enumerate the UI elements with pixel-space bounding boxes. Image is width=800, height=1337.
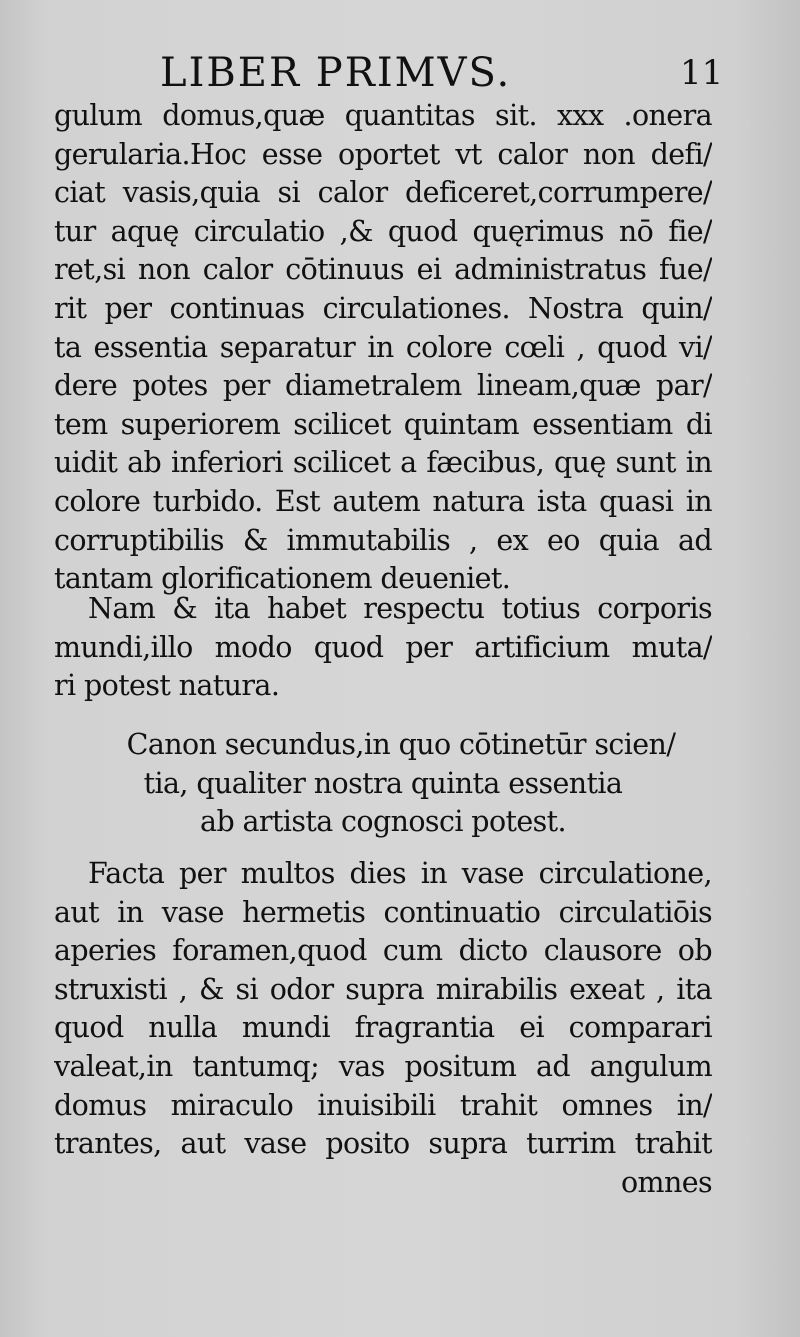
text-line: tur aquę circulatio ,& quod quęrimus nō fie/ — [54, 214, 712, 248]
running-title: LIBER PRIMVS. — [160, 50, 512, 96]
text-line: tem superiorem scilicet quintam essentiam di — [54, 407, 712, 441]
heading-line: ab artista cognosci potest. — [200, 805, 566, 839]
text-line: gulum domus,quæ quantitas sit. xxx .onera — [54, 99, 712, 132]
text-line: valeat,in tantumq; vas positum ad angulum — [54, 1049, 712, 1083]
text-line: aut in vase hermetis continuatio circulatiōis — [54, 895, 712, 929]
heading-line: Canon secundus,in quo cōtinetūr scien/ — [126, 728, 676, 761]
text-line: trantes, aut vase posito supra turrim trahit — [54, 1127, 712, 1161]
text-line: Facta per multos dies in vase circulatione, — [88, 857, 712, 890]
text-line: rit per continuas circulationes. Nostra quin/ — [54, 291, 712, 325]
heading-line: tia, qualiter nostra quinta essentia — [143, 766, 623, 800]
text-line: aperies foramen,quod cum dicto clausore ob — [54, 934, 712, 968]
text-line: dere potes per diametralem lineam,quæ par/ — [54, 369, 712, 403]
text-line: ret,si non calor cōtinuus ei administratus fue/ — [54, 253, 712, 287]
text-line: gerularia.Hoc esse oportet vt calor non defi/ — [54, 137, 712, 171]
page-header — [0, 48, 800, 98]
paragraph-3 — [54, 855, 712, 1202]
text-line: Nam & ita habet respectu totius corporis — [88, 592, 712, 625]
text-line: struxisti , & si odor supra mirabilis exeat , ita — [54, 972, 712, 1006]
canon-heading — [54, 726, 712, 842]
paragraph-1 — [54, 97, 712, 599]
folio-number: 11 — [680, 53, 724, 93]
text-line: quod nulla mundi fragrantia ei comparari — [54, 1011, 712, 1045]
paragraph-2 — [54, 590, 712, 706]
text-line: domus miraculo inuisibili trahit omnes in/ — [54, 1088, 712, 1122]
text-line: ta essentia separatur in colore cœli , quod vi/ — [54, 330, 712, 364]
text-line: uidit ab inferiori scilicet a fæcibus, quę sunt in — [54, 446, 712, 480]
text-line: mundi,illo modo quod per artificium muta/ — [54, 630, 712, 664]
text-line: corruptibilis & immutabilis , ex eo quia ad — [54, 523, 712, 557]
text-line: colore turbido. Est autem natura ista quasi in — [54, 484, 712, 518]
catchword: omnes — [620, 1165, 712, 1199]
text-line: ri potest natura. — [54, 669, 280, 703]
text-line: tantam glorificationem deueniet. — [54, 562, 511, 596]
text-line: ciat vasis,quia si calor deficeret,corrumpere/ — [54, 176, 712, 210]
